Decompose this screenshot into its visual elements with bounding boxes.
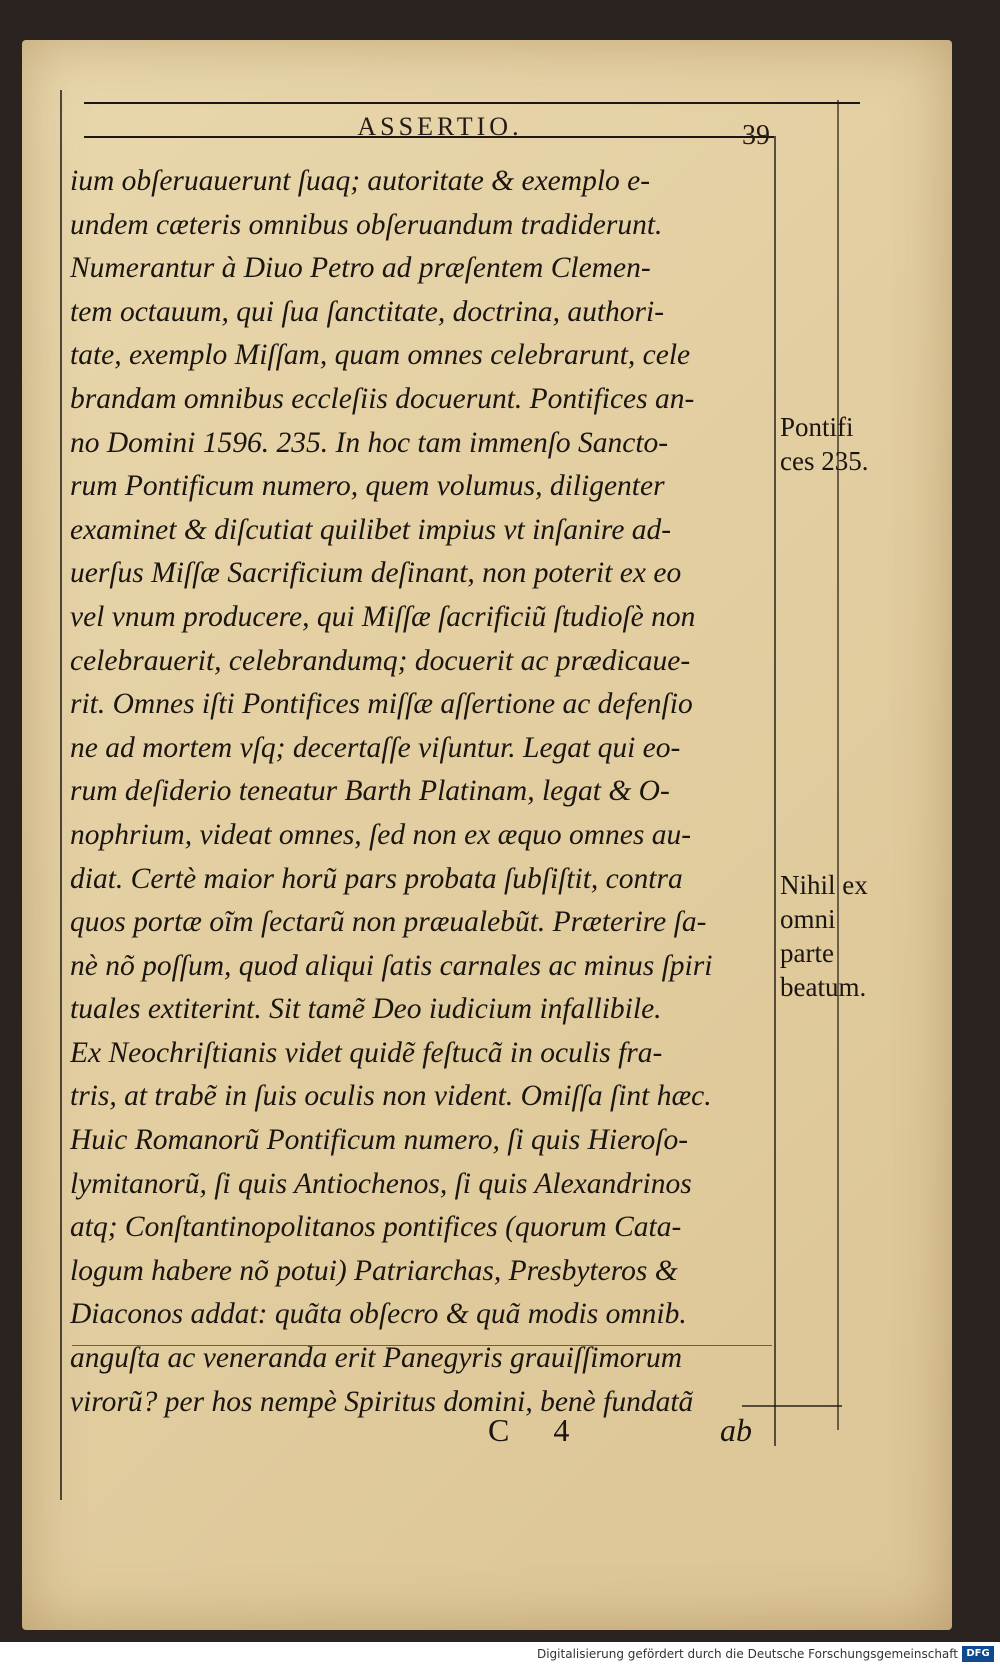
margin-note-line: beatum. <box>780 972 867 1002</box>
dfg-logo: DFG <box>962 1646 994 1662</box>
page-number: 39 <box>742 120 770 151</box>
text-line: quos portæ oĩm ſectarũ non præualebũt. Præterire ſa- <box>70 906 707 939</box>
text-line: no Domini 1596. 235. In hoc tam immenſo Sancto- <box>70 426 669 459</box>
margin-note-nihil <box>780 868 868 1004</box>
text-line: virorũ? per hos nempè Spiritus domini, benè fundatã <box>70 1385 694 1418</box>
text-line: nophrium, videat omnes, ſed non ex æquo omnes au- <box>70 818 692 851</box>
running-head: ASSERTIO. <box>357 112 523 141</box>
text-line: rum deſiderio teneatur Barth Platinam, legat & O- <box>70 775 670 808</box>
outer-right-rule <box>837 100 839 1430</box>
margin-note-line: omni <box>780 904 836 934</box>
margin-note-line: ces 235. <box>780 446 869 476</box>
text-line: brandam omnibus eccleſiis docuerunt. Pontifices an- <box>70 382 695 415</box>
text-line: rit. Omnes iſti Pontifices miſſæ aſſertione ac defenſio <box>70 688 693 721</box>
text-line: Diaconos addat: quãta obſecro & quã modis omnib. <box>70 1298 687 1331</box>
text-line: Ex Neochriſtianis videt quidẽ feſtucã in oculis fra- <box>70 1036 663 1069</box>
text-line: vel vnum producere, qui Miſſæ ſacrificiũ ſtudioſè non <box>70 600 696 633</box>
text-line: tate, exemplo Miſſam, quam omnes celebrarunt, cele <box>70 339 691 372</box>
text-line: anguſta ac veneranda erit Panegyris grauiſſimorum <box>70 1342 683 1375</box>
text-line: tem octauum, qui ſua ſanctitate, doctrina, authori- <box>70 295 665 328</box>
signature-mark: C 4 <box>488 1412 588 1448</box>
top-rule <box>84 102 860 104</box>
text-line: undem cæteris omnibus obſeruandum tradiderunt. <box>70 208 663 241</box>
catchword: ab <box>720 1412 752 1448</box>
margin-note-line: parte <box>780 938 834 968</box>
left-rule <box>60 90 62 1500</box>
text-line: Numerantur à Diuo Petro ad præſentem Clemen- <box>70 252 651 285</box>
text-line: uerſus Miſſæ Sacrificium deſinant, non poterit ex eo <box>70 557 682 590</box>
digitization-footer <box>0 1642 1000 1667</box>
text-line: tuales extiterint. Sit tamẽ Deo iudicium infallibile. <box>70 993 662 1026</box>
footer-credit: Digitalisierung gefördert durch die Deutsche Forschungsgemeinschaft <box>536 1647 958 1661</box>
text-line: nè nõ poſſum, quod aliqui ſatis carnales ac minus ſpiri <box>70 949 713 982</box>
text-line: examinet & diſcutiat quilibet impius vt inſanire ad- <box>70 513 672 546</box>
text-line: rum Pontificum numero, quem volumus, diligenter <box>70 470 665 503</box>
margin-note-line: Pontifi <box>780 412 854 442</box>
text-line: diat. Certè maior horũ pars probata ſubſiſtit, contra <box>70 862 683 895</box>
margin-note-line: Nihil ex <box>780 870 868 900</box>
margin-note-pontifices <box>780 410 868 478</box>
text-line: ne ad mortem vſq; decertaſſe viſuntur. Legat qui eo- <box>70 731 681 764</box>
text-line: atq; Conſtantinopolitanos pontifices (quorum Cata- <box>70 1211 682 1244</box>
text-line: celebrauerit, celebrandumq; docuerit ac prædicaue- <box>70 644 691 677</box>
text-line: lymitanorũ, ſi quis Antiochenos, ſi quis Alexandrinos <box>70 1167 692 1200</box>
text-line: tris, at trabẽ in ſuis oculis non vident. Omiſſa ſint hæc. <box>70 1080 712 1113</box>
main-text-block <box>70 160 785 1424</box>
text-line: ium obſeruauerunt ſuaq; autoritate & exemplo e- <box>70 165 651 197</box>
text-line: Huic Romanorũ Pontificum numero, ſi quis Hieroſo- <box>70 1124 689 1157</box>
text-line: logum habere nõ potui) Patriarchas, Presbyteros & <box>70 1254 678 1287</box>
